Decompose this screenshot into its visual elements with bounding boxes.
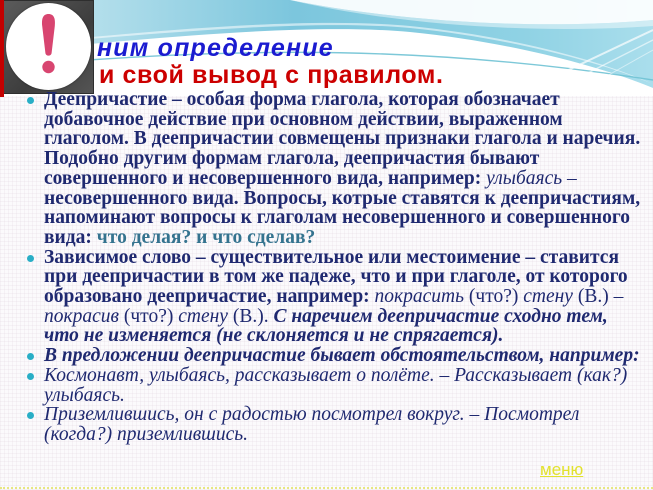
logo-circle [6, 3, 91, 90]
slide-title-line2: и свой вывод с правилом. [99, 61, 444, 89]
bullet-list [26, 90, 644, 445]
text-run: стену [178, 305, 233, 327]
text-run: несовершенного вида. Вопросы, котрые ставятся к деепричастиям, напоминают вопросы к глаголам несовершенного и совершенного вида: [44, 187, 641, 248]
text-run: Зависимое слово – существительное или местоимение – ставится при деепричастии в том же падеже, что и при глаголе, от которого образовано деепричастие, например: [44, 246, 628, 308]
text-run: покрасить [374, 286, 469, 308]
logo-red-strip [0, 0, 4, 97]
menu-link[interactable]: меню [540, 460, 584, 479]
text-run: С наречием деепричастие сходно тем, что не изменяется (не склоняется и не спрягается). [44, 305, 608, 347]
text-run: что делая? и что сделав? [96, 226, 316, 248]
text-run: стену [523, 286, 578, 308]
text-run: (что?) [123, 305, 179, 327]
alert-logo [2, 0, 94, 94]
list-item [26, 405, 644, 444]
list-item [26, 346, 644, 366]
text-run: Космонавт, улыбаясь, рассказывает о полёте. – Рассказывает (как?) улыбаясь. [44, 364, 628, 406]
text-run: Приземлившись, он с радостью посмотрел вокруг. – Посмотрел (когда?) приземлившись. [44, 404, 580, 445]
text-run: (В.). [232, 305, 274, 327]
exclamation-icon [6, 3, 91, 90]
bottom-dotted-border [0, 487, 653, 489]
text-run: покрасив [44, 305, 124, 327]
text-run: улыбаясь – [486, 167, 577, 189]
list-item [26, 248, 644, 347]
text-run: (В.) – [577, 286, 624, 308]
list-item [26, 366, 644, 405]
text-run: (что?) [468, 286, 524, 308]
list-item [26, 90, 644, 248]
text-run: Деепричастие – особая форма глагола, которая обозначает добавочное действие при основном действии, выраженном глаголом. В деепричастии совмещены признаки глагола и наречия. Подобно другим формам глагола, деепричастия бывают совершенного и несовершенного вида, например: [44, 89, 641, 189]
slide-title-line1: ним определение [97, 34, 334, 62]
text-run: В предложении деепричастие бывает обстоятельством, например: [44, 345, 640, 367]
